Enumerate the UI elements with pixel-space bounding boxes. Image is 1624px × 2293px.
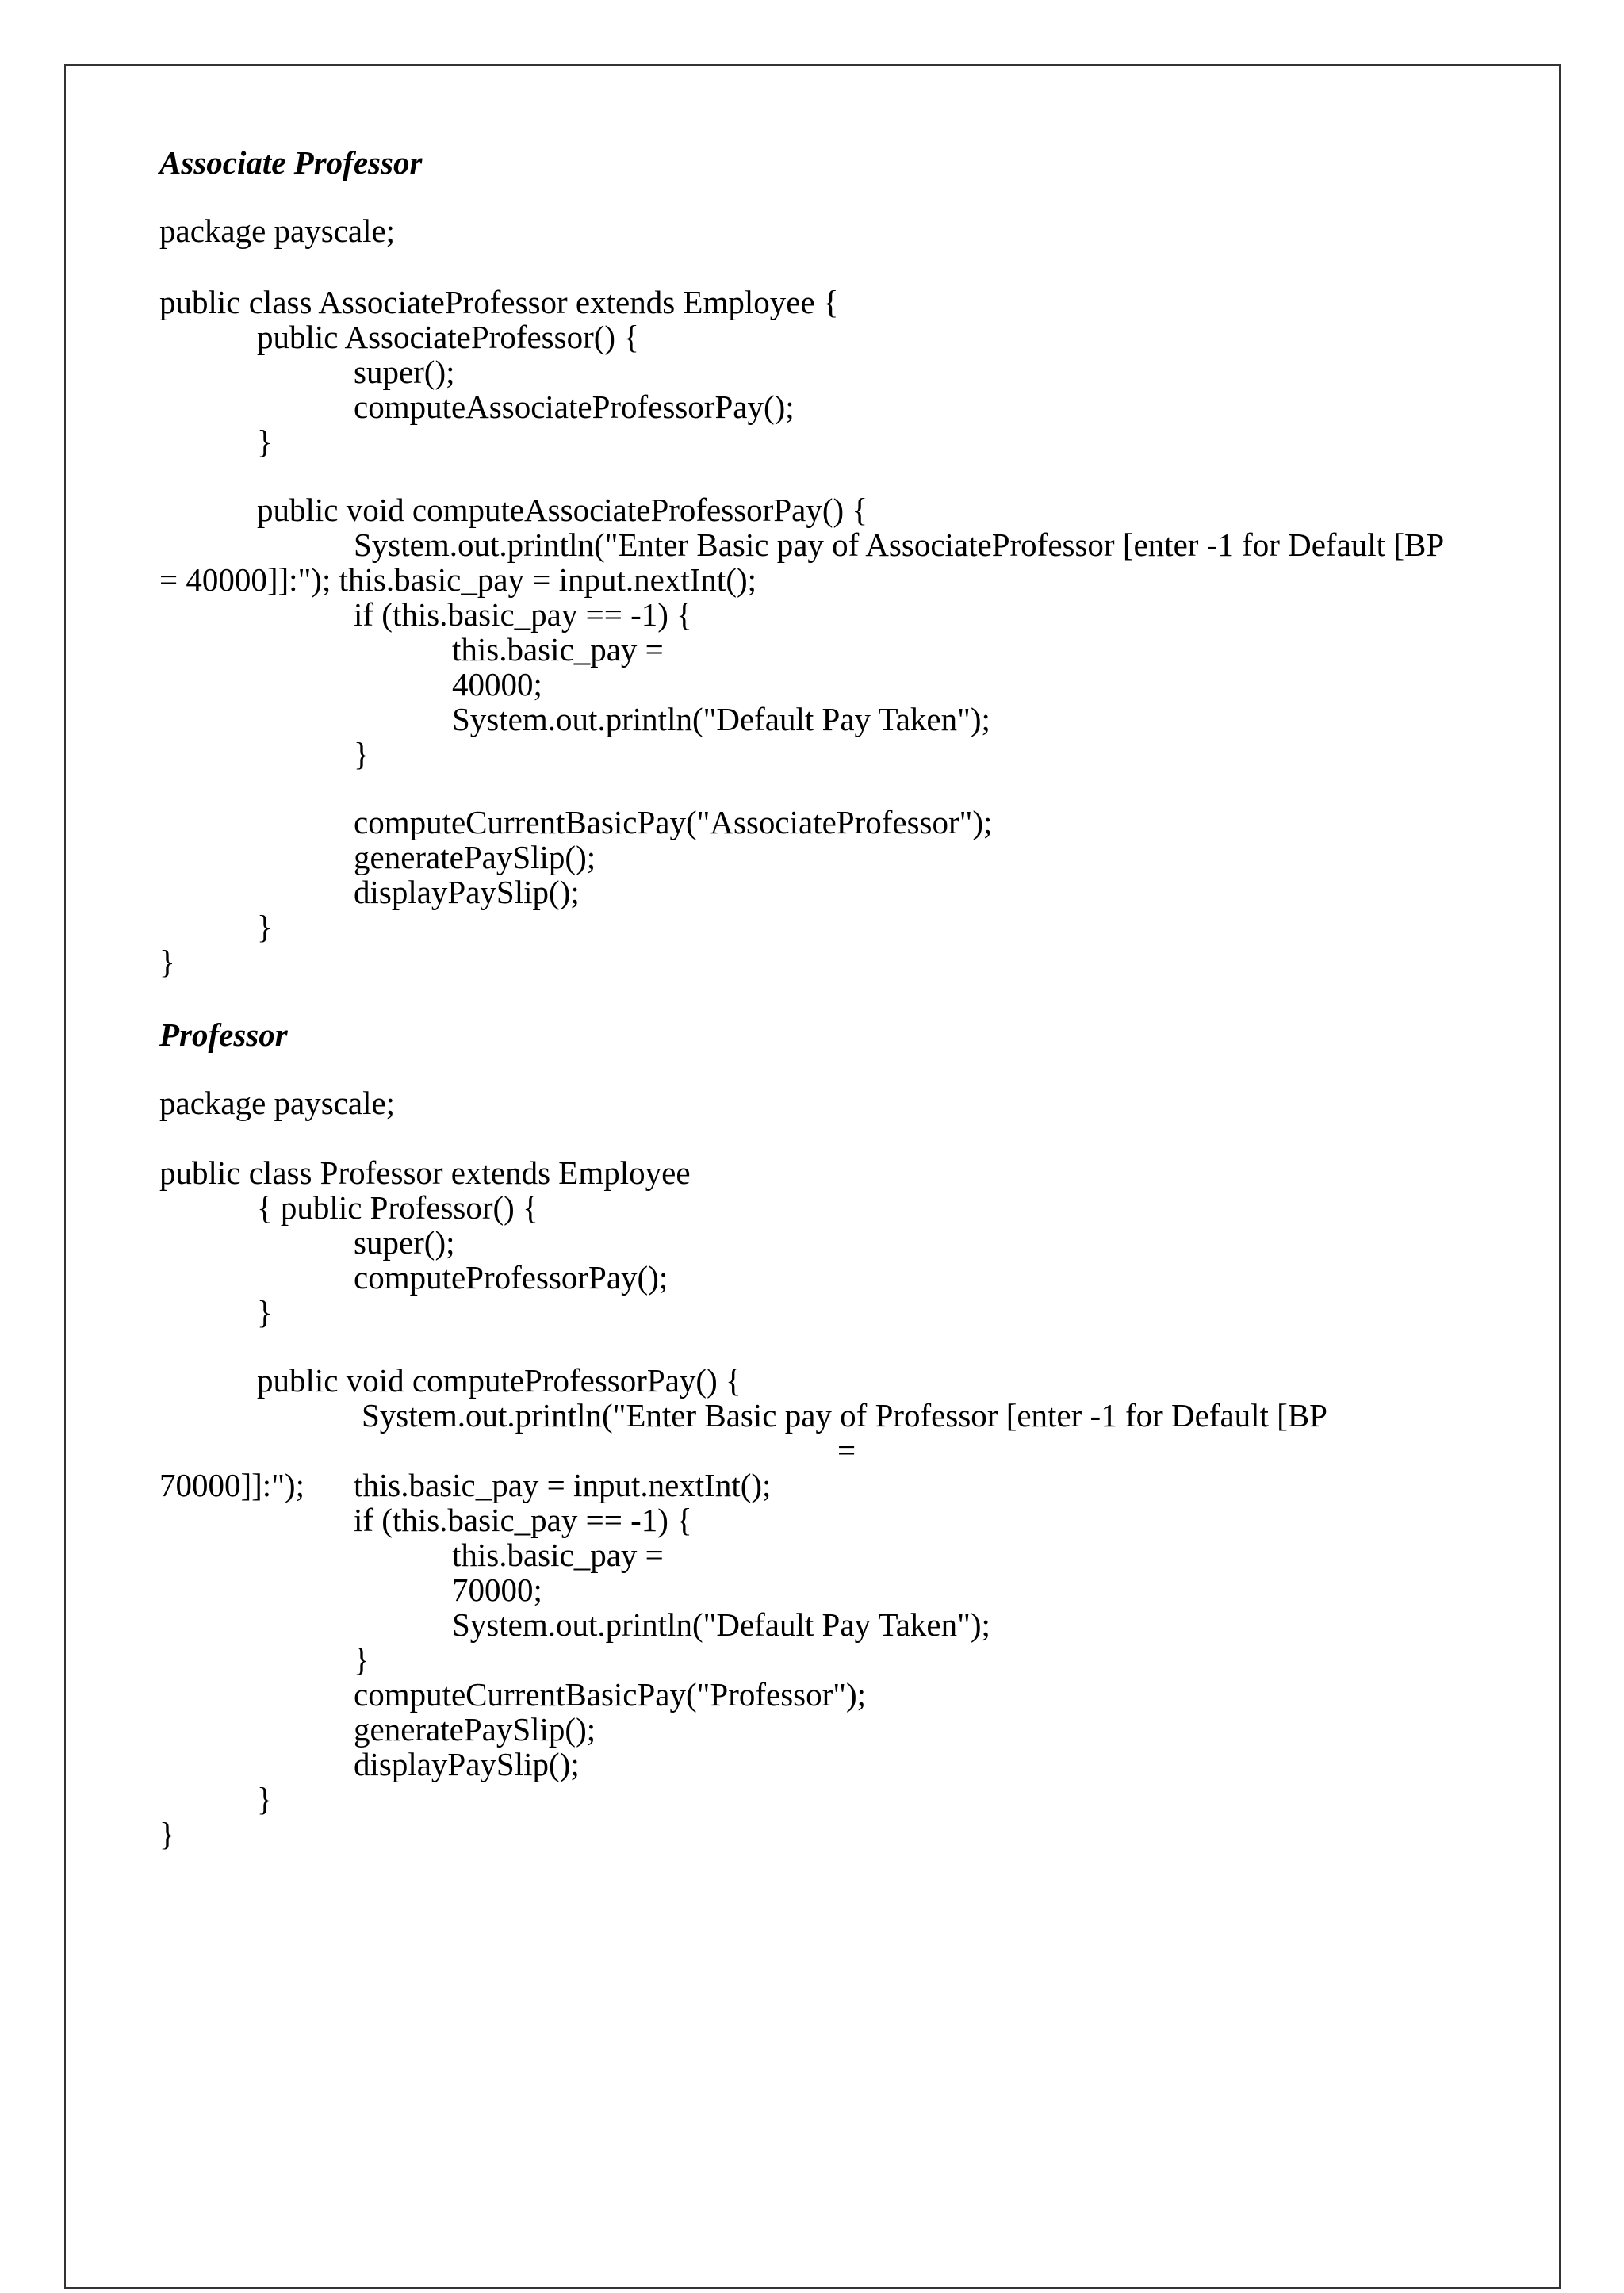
code-line: this.basic_pay =: [452, 1537, 664, 1573]
code-line: displayPaySlip();: [354, 874, 580, 910]
code-line: }: [257, 1781, 273, 1817]
code-line: System.out.println("Enter Basic pay of Professor [enter -1 for Default [BP: [362, 1397, 1327, 1434]
code-line: }: [257, 909, 273, 945]
code-line: computeProfessorPay();: [354, 1259, 668, 1296]
code-line: if (this.basic_pay == -1) {: [354, 1502, 692, 1538]
code-line: public AssociateProfessor() {: [257, 319, 639, 355]
code-line: if (this.basic_pay == -1) {: [354, 596, 692, 633]
code-line: System.out.println("Default Pay Taken");: [452, 701, 990, 737]
code-line: super();: [354, 354, 455, 390]
code-line: this.basic_pay = input.nextInt();: [354, 1467, 772, 1503]
code-line: }: [159, 944, 175, 980]
code-line: }: [159, 1816, 175, 1852]
code-line: }: [257, 423, 273, 460]
code-line: = 40000]]:"); this.basic_pay = input.nextInt();: [159, 561, 757, 598]
code-line: computeAssociateProfessorPay();: [354, 389, 795, 425]
code-line: { public Professor() {: [257, 1189, 538, 1226]
code-line: public class Professor extends Employee: [159, 1154, 691, 1191]
code-line: computeCurrentBasicPay("AssociateProfessor");: [354, 804, 993, 840]
code-line: }: [257, 1294, 273, 1330]
code-line: 70000]]:");: [159, 1467, 304, 1503]
section-heading-professor: Professor: [159, 1016, 288, 1053]
code-line: System.out.println("Default Pay Taken");: [452, 1606, 990, 1643]
code-line: public void computeProfessorPay() {: [257, 1362, 741, 1399]
code-line: super();: [354, 1224, 455, 1261]
code-line: }: [354, 736, 370, 772]
code-line: 70000;: [452, 1571, 542, 1608]
package-declaration: package payscale;: [159, 212, 396, 249]
code-line: public void computeAssociateProfessorPay() {: [257, 492, 868, 528]
code-line: System.out.println("Enter Basic pay of AssociateProfessor [enter -1 for Default [BP: [354, 526, 1445, 563]
code-line: generatePaySlip();: [354, 1711, 596, 1748]
section-heading-associate-professor: Associate Professor: [159, 144, 423, 181]
code-line: =: [837, 1432, 856, 1468]
page-header-mark: [797, 2, 835, 6]
code-line: public class AssociateProfessor extends Employee {: [159, 284, 839, 320]
code-line: 40000;: [452, 666, 542, 702]
code-line: generatePaySlip();: [354, 839, 596, 875]
code-line: displayPaySlip();: [354, 1746, 580, 1782]
package-declaration: package payscale;: [159, 1085, 396, 1121]
code-line: this.basic_pay =: [452, 631, 664, 668]
code-line: computeCurrentBasicPay("Professor");: [354, 1676, 867, 1713]
code-line: }: [354, 1641, 370, 1678]
